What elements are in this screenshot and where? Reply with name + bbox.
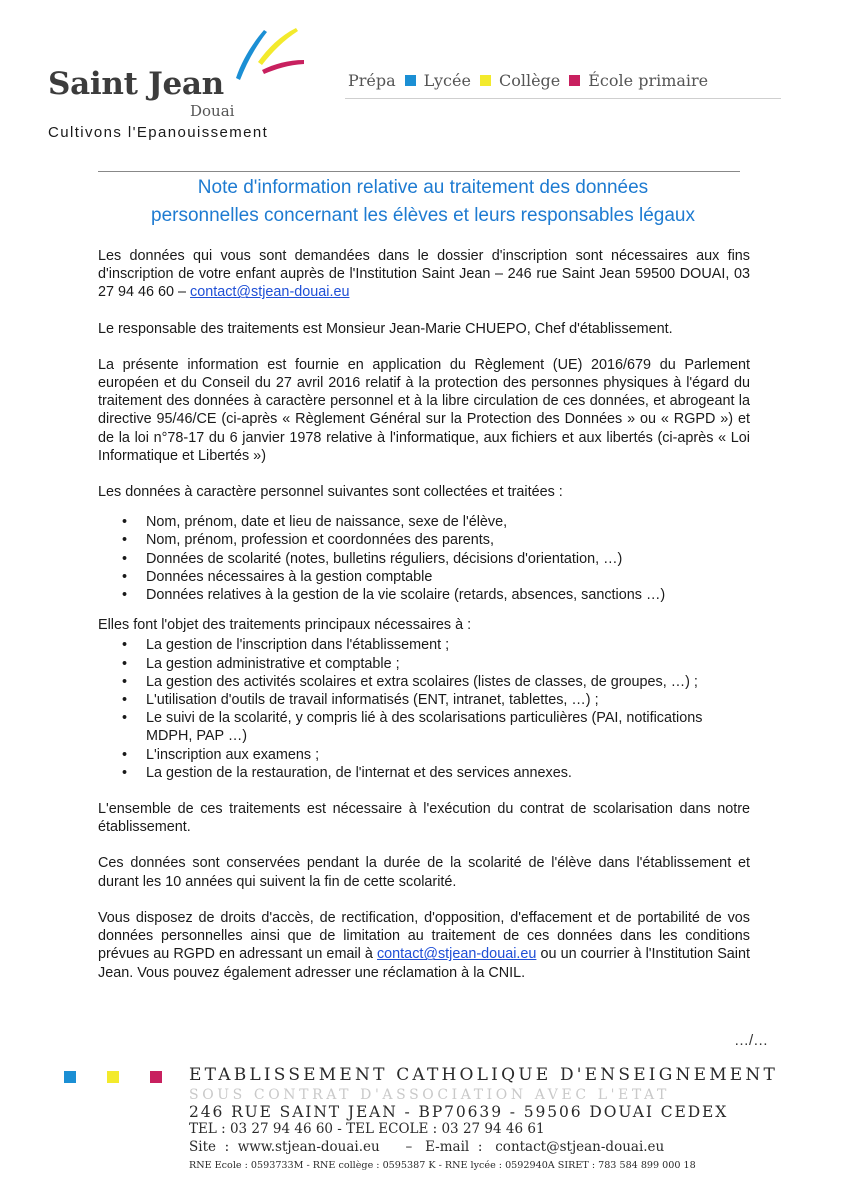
logo-name: Saint Jean [48, 66, 224, 102]
footer-organization: ETABLISSEMENT CATHOLIQUE D'ENSEIGNEMENT [189, 1065, 779, 1085]
processing-list [98, 636, 750, 782]
list-item: • La gestion de la restauration, de l'internat et des services annexes. [98, 764, 750, 782]
continued-marker: …/… [734, 1032, 769, 1049]
list-item: • Données de scolarité (notes, bulletins réguliers, décisions d'orientation, …) [98, 550, 750, 568]
footer-identifiers: RNE Ecole : 0593733M - RNE collège : 0595387 K - RNE lycée : 0592940A SIRET : 783 584 899 000 18 [189, 1160, 696, 1171]
footer-email[interactable]: contact@stjean-douai.eu [495, 1139, 665, 1155]
footer-square-blue [64, 1071, 76, 1083]
list-item: • Données nécessaires à la gestion comptable [98, 568, 750, 586]
level-ecole-primaire: École primaire [588, 71, 709, 90]
footer-address: 246 RUE SAINT JEAN - BP70639 - 59506 DOUAI CEDEX [189, 1103, 729, 1121]
list-item: • La gestion administrative et comptable ; [98, 655, 750, 673]
collected-data-list [98, 513, 750, 604]
paragraph-rights [98, 909, 750, 982]
paragraph-controller: Le responsable des traitements est Monsieur Jean-Marie CHUEPO, Chef d'établissement. [98, 320, 673, 337]
document-title [98, 174, 748, 230]
level-square-blue [405, 75, 416, 86]
footer-square-magenta [150, 1071, 162, 1083]
logo-brush-strokes [218, 22, 308, 92]
list-item: • L'utilisation d'outils de travail informatisés (ENT, intranet, tablettes, …) ; [98, 691, 750, 709]
level-prepa: Prépa [348, 71, 396, 90]
logo-city: Douai [190, 102, 235, 120]
document-body [98, 247, 750, 982]
list-item: • Nom, prénom, date et lieu de naissance, sexe de l'élève, [98, 513, 750, 531]
footer-web-contact: Site : www.stjean-douai.eu – E-mail : contact@stjean-douai.eu [189, 1139, 665, 1155]
title-line-2: personnelles concernant les élèves et leurs responsables légaux [151, 205, 695, 226]
title-line-1: Note d'information relative au traitement des données [197, 177, 649, 198]
list-item: • Le suivi de la scolarité, y compris lié à des scolarisations particulières (PAI, notifications MDPH, PAP …) [98, 709, 750, 745]
paragraph-data-collected: Les données à caractère personnel suivantes sont collectées et traitées : [98, 484, 563, 501]
level-lycee: Lycée [423, 71, 471, 90]
rights-email-link[interactable]: contact@stjean-douai.eu [376, 946, 537, 963]
paragraph-necessity: L'ensemble de ces traitements est nécessaire à l'exécution du contrat de scolarisation dans notre établissement. [98, 801, 750, 836]
contact-email-link[interactable]: contact@stjean-douai.eu [190, 284, 350, 301]
rights-text: Vous disposez de droits d'accès, de rectification, d'opposition, d'effacement et de portabilité de vos données personnelles ainsi que de limitation au traitement de ces données dans les conditions prévues au RGPD en adressant un email à [98, 909, 750, 963]
list-item: • Données relatives à la gestion de la vie scolaire (retards, absences, sanctions …) [98, 586, 750, 604]
title-rule [98, 171, 740, 172]
level-square-yellow [480, 75, 491, 86]
footer-phone: TEL : 03 27 94 46 60 - TEL ECOLE : 03 27 94 46 61 [189, 1121, 545, 1137]
footer-squares [64, 1070, 193, 1088]
footer-square-yellow [107, 1071, 119, 1083]
paragraph-processing: Elles font l'objet des traitements principaux nécessaires à : [98, 617, 472, 634]
email-label: E-mail [425, 1139, 470, 1155]
list-item: • La gestion de l'inscription dans l'établissement ; [98, 636, 750, 654]
school-levels [348, 70, 708, 90]
paragraph-purpose [98, 247, 750, 302]
site-label: Site [189, 1139, 216, 1155]
purpose-text: Les données qui vous sont demandées dans le dossier d'inscription sont nécessaires aux fins d'inscription de votre enfant auprès de l'Institution Saint Jean – 246 rue Saint Jean 59500 DOUAI, 03 27 94 46 60 – [98, 248, 750, 301]
list-item: • L'inscription aux examens ; [98, 746, 750, 764]
header-divider [345, 98, 781, 99]
site-url[interactable]: www.stjean-douai.eu [237, 1139, 380, 1155]
paragraph-retention: Ces données sont conservées pendant la durée de la scolarité de l'élève dans l'établissement et durant les 10 années qui suivent la fin de cette scolarité. [98, 855, 750, 890]
logo-tagline: Cultivons l'Epanouissement [48, 124, 269, 141]
level-college: Collège [498, 71, 561, 90]
paragraph-legal-basis: La présente information est fournie en application du Règlement (UE) 2016/679 du Parlement européen et du Conseil du 27 avril 2016 relatif à la protection des personnes physiques à l'égard du traitement des données à caractère personnel et à la libre circulation de ces données, et abrogeant la directive 95/46/CE (ci-après « Règlement Général sur la Protection des Données » ou « RGPD ») et de la loi n°78-17 du 6 janvier 1978 relative à l'informatique, aux fichiers et aux libertés (ci-après « Loi Informatique et Libertés ») [98, 356, 750, 464]
footer-contract: SOUS CONTRAT D'ASSOCIATION AVEC L'ETAT [189, 1087, 670, 1103]
list-item: • La gestion des activités scolaires et extra scolaires (listes de classes, de groupes, …) ; [98, 673, 750, 691]
list-item: • Nom, prénom, profession et coordonnées des parents, [98, 531, 750, 549]
level-square-magenta [569, 75, 580, 86]
rights-text-end: ou un courrier à l'Institution Saint Jean. Vous pouvez également adresser une réclamation à la CNIL. [98, 946, 750, 981]
